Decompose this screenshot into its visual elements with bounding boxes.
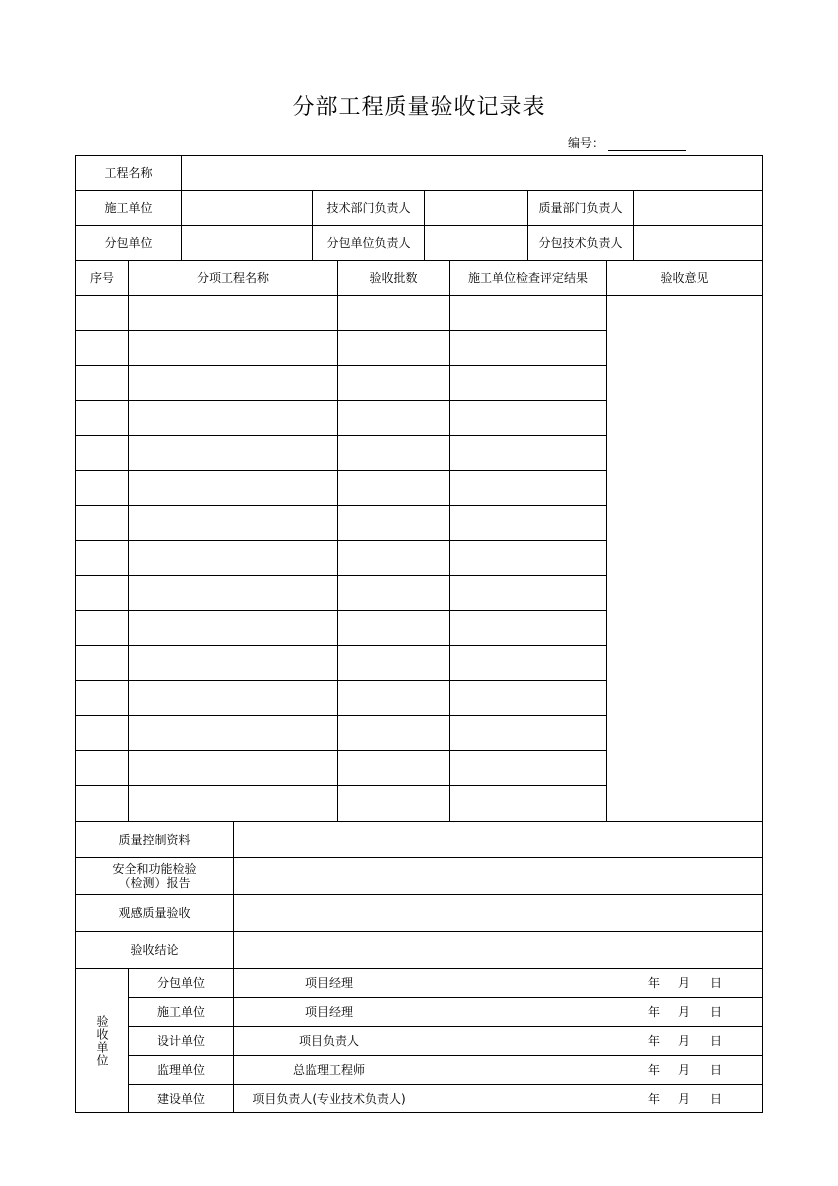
row-seq-cell[interactable] [76, 786, 128, 820]
row-name-cell[interactable] [129, 611, 337, 645]
serial-label: 编号： [568, 136, 605, 150]
quality-control-field[interactable] [234, 822, 762, 857]
label-appearance: 观感质量验收 [118, 906, 191, 920]
conclusion-field[interactable] [234, 932, 762, 968]
signature-field[interactable] [424, 1027, 636, 1055]
row-batches-cell[interactable] [338, 646, 449, 680]
acceptance-role: 总监理工程师 [292, 1063, 365, 1077]
project-name-field[interactable] [182, 156, 762, 190]
row-name-cell[interactable] [129, 296, 337, 330]
signature-field[interactable] [424, 969, 636, 997]
col-check-result: 施工单位检查评定结果 [467, 271, 588, 285]
col-batches: 验收批数 [369, 271, 418, 285]
date-day: 日 [709, 1092, 722, 1106]
row-result-cell[interactable] [450, 786, 606, 820]
acceptance-unit-name: 分包单位 [156, 976, 205, 990]
row-name-cell[interactable] [129, 541, 337, 575]
row-result-cell[interactable] [450, 331, 606, 365]
date-month: 月 [677, 1063, 690, 1077]
row-name-cell[interactable] [129, 786, 337, 820]
row-batches-cell[interactable] [338, 296, 449, 330]
row-result-cell[interactable] [450, 296, 606, 330]
page-title [0, 90, 838, 121]
row-seq-cell[interactable] [76, 611, 128, 645]
row-batches-cell[interactable] [338, 716, 449, 750]
acceptance-unit-name: 建设单位 [156, 1092, 205, 1106]
row-seq-cell[interactable] [76, 296, 128, 330]
row-batches-cell[interactable] [338, 471, 449, 505]
signature-field[interactable] [424, 1085, 636, 1113]
label-subcontract-unit-head: 分包单位负责人 [326, 236, 411, 250]
form-table [75, 155, 763, 1113]
row-result-cell[interactable] [450, 471, 606, 505]
row-batches-cell[interactable] [338, 751, 449, 785]
acceptance-role: 项目经理 [304, 1005, 353, 1019]
label-construction-unit: 施工单位 [104, 201, 153, 215]
row-result-cell[interactable] [450, 401, 606, 435]
row-result-cell[interactable] [450, 576, 606, 610]
date-year: 年 [647, 1063, 660, 1077]
row-seq-cell[interactable] [76, 716, 128, 750]
col-sub-item-name: 分项工程名称 [196, 271, 269, 285]
acceptance-role: 项目经理 [304, 976, 353, 990]
row-seq-cell[interactable] [76, 401, 128, 435]
date-day: 日 [709, 1034, 722, 1048]
row-batches-cell[interactable] [338, 576, 449, 610]
row-seq-cell[interactable] [76, 646, 128, 680]
row-batches-cell[interactable] [338, 436, 449, 470]
row-name-cell[interactable] [129, 716, 337, 750]
subcontract-unit-head-field[interactable] [425, 226, 527, 260]
row-seq-cell[interactable] [76, 751, 128, 785]
label-subcontract-unit: 分包单位 [104, 236, 153, 250]
row-name-cell[interactable] [129, 401, 337, 435]
date-month: 月 [677, 1092, 690, 1106]
date-year: 年 [647, 976, 660, 990]
row-batches-cell[interactable] [338, 366, 449, 400]
title-text: 分部工程质量验收记录表 [292, 95, 546, 120]
row-seq-cell[interactable] [76, 576, 128, 610]
serial-number [568, 134, 686, 151]
row-batches-cell[interactable] [338, 611, 449, 645]
row-batches-cell[interactable] [338, 681, 449, 715]
appearance-field[interactable] [234, 895, 762, 931]
row-name-cell[interactable] [129, 331, 337, 365]
row-seq-cell[interactable] [76, 681, 128, 715]
row-result-cell[interactable] [450, 751, 606, 785]
row-batches-cell[interactable] [338, 786, 449, 820]
row-result-cell[interactable] [450, 506, 606, 540]
date-year: 年 [647, 1034, 660, 1048]
row-name-cell[interactable] [129, 366, 337, 400]
safety-report-field[interactable] [234, 858, 762, 894]
row-result-cell[interactable] [450, 646, 606, 680]
row-seq-cell[interactable] [76, 366, 128, 400]
row-name-cell[interactable] [129, 646, 337, 680]
acceptance-unit-name: 监理单位 [156, 1063, 205, 1077]
date-year: 年 [647, 1092, 660, 1106]
date-day: 日 [709, 1005, 722, 1019]
row-batches-cell[interactable] [338, 541, 449, 575]
subcontract-tech-head-field[interactable] [634, 226, 762, 260]
acceptance-unit-label: 验收单位 [95, 1015, 109, 1067]
serial-input-line[interactable] [608, 138, 686, 151]
date-day: 日 [709, 1063, 722, 1077]
row-result-cell[interactable] [450, 716, 606, 750]
row-name-cell[interactable] [129, 436, 337, 470]
row-result-cell[interactable] [450, 681, 606, 715]
row-seq-cell[interactable] [76, 331, 128, 365]
row-name-cell[interactable] [129, 471, 337, 505]
tech-dept-head-field[interactable] [425, 191, 527, 225]
construction-unit-field[interactable] [182, 191, 312, 225]
date-month: 月 [677, 976, 690, 990]
quality-dept-head-field[interactable] [634, 191, 762, 225]
col-opinion: 验收意见 [660, 271, 709, 285]
row-seq-cell[interactable] [76, 436, 128, 470]
acceptance-unit-name: 设计单位 [156, 1034, 205, 1048]
signature-field[interactable] [424, 998, 636, 1026]
row-result-cell[interactable] [450, 436, 606, 470]
label-conclusion: 验收结论 [130, 943, 179, 957]
label-quality-dept-head: 质量部门负责人 [538, 201, 623, 215]
row-name-cell[interactable] [129, 681, 337, 715]
row-name-cell[interactable] [129, 751, 337, 785]
row-name-cell[interactable] [129, 506, 337, 540]
acceptance-role: 项目负责人 [298, 1034, 359, 1048]
signature-field[interactable] [424, 1056, 636, 1084]
opinion-field[interactable] [607, 296, 762, 821]
acceptance-role: 项目负责人(专业技术负责人) [252, 1092, 406, 1106]
subcontract-unit-field[interactable] [182, 226, 312, 260]
date-year: 年 [647, 1005, 660, 1019]
row-batches-cell[interactable] [338, 331, 449, 365]
row-batches-cell[interactable] [338, 401, 449, 435]
label-subcontract-tech-head: 分包技术负责人 [538, 236, 623, 250]
safety-line2: （检测）报告 [118, 876, 191, 890]
label-project-name: 工程名称 [104, 166, 153, 180]
row-result-cell[interactable] [450, 541, 606, 575]
label-tech-dept-head: 技术部门负责人 [326, 201, 411, 215]
row-seq-cell[interactable] [76, 506, 128, 540]
date-month: 月 [677, 1005, 690, 1019]
row-seq-cell[interactable] [76, 471, 128, 505]
label-safety-report [76, 858, 233, 894]
col-seq: 序号 [89, 271, 114, 285]
row-result-cell[interactable] [450, 611, 606, 645]
safety-line1: 安全和功能检验 [112, 862, 197, 876]
date-day: 日 [709, 976, 722, 990]
row-name-cell[interactable] [129, 576, 337, 610]
row-result-cell[interactable] [450, 366, 606, 400]
row-seq-cell[interactable] [76, 541, 128, 575]
row-batches-cell[interactable] [338, 506, 449, 540]
acceptance-unit-name: 施工单位 [156, 1005, 205, 1019]
label-quality-control: 质量控制资料 [118, 832, 191, 847]
date-month: 月 [677, 1034, 690, 1048]
